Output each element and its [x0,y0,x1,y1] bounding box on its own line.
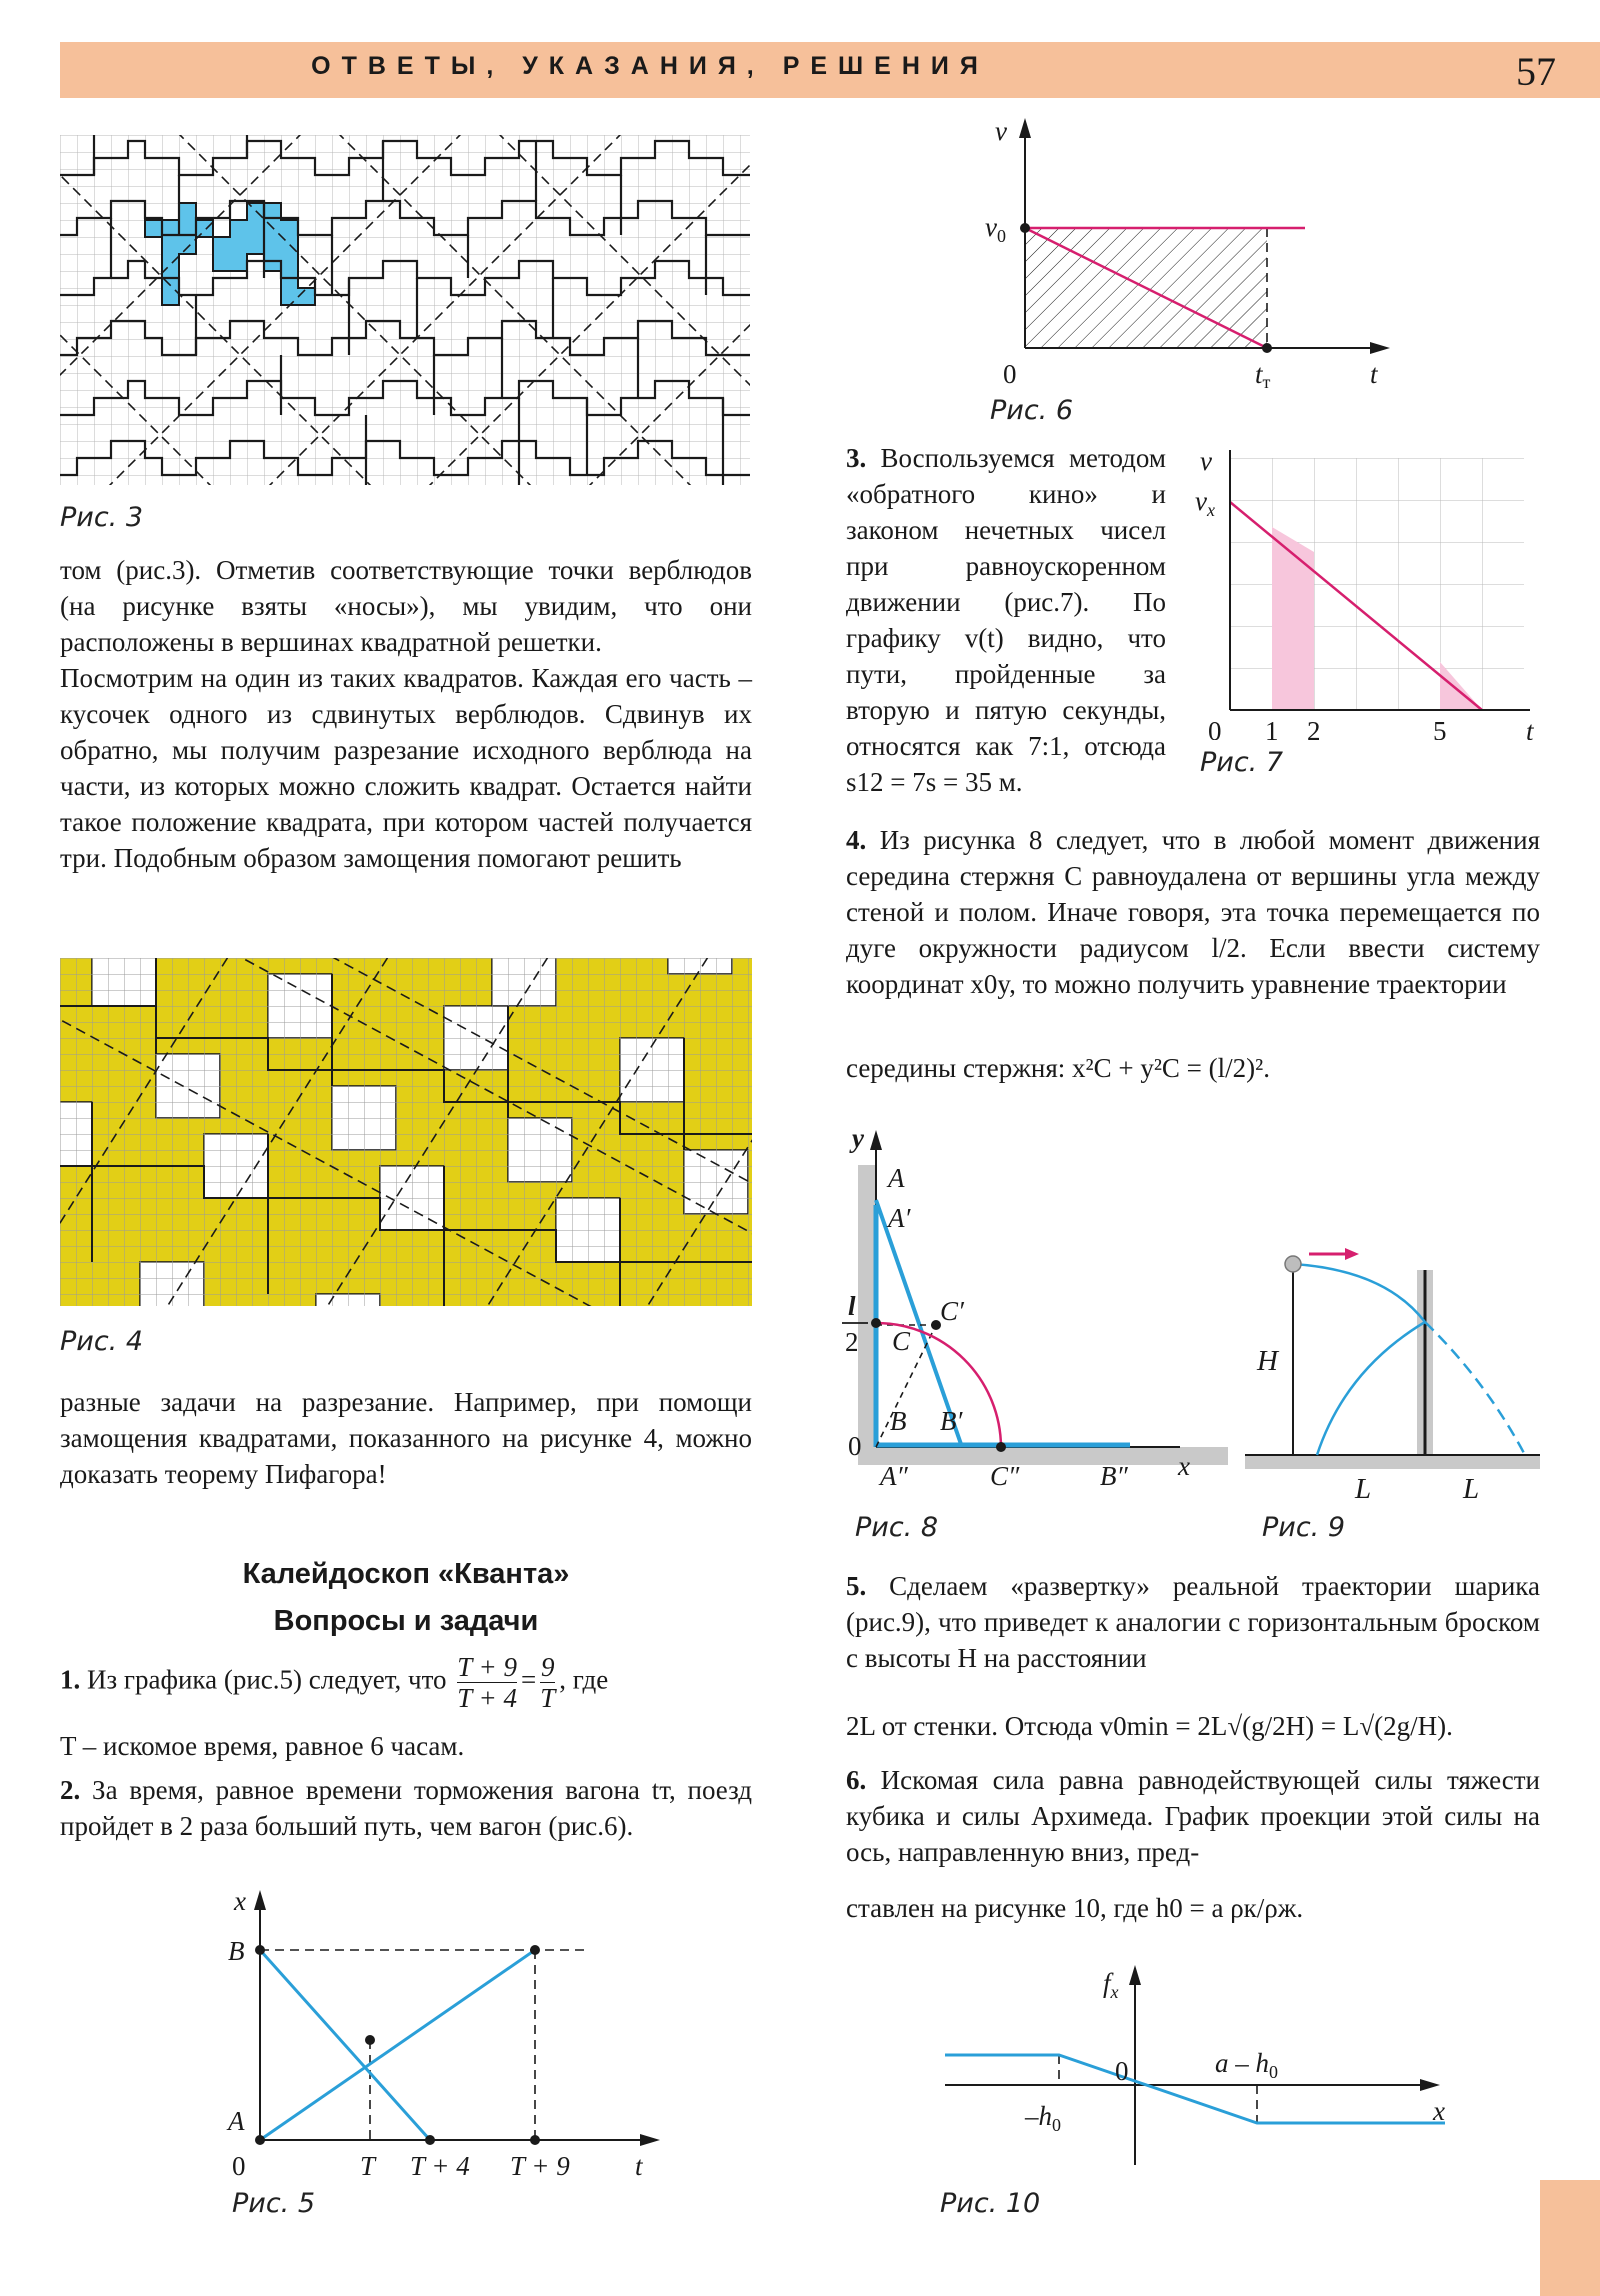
label-b: B [228,1936,245,1966]
figure-3-caption: Рис. 3 [60,502,144,533]
paragraph-camel-points: том (рис.3). Отметив соответствующие точки верблюдов (на рисунке взяты «носы»), мы увидим, что они расположены в вершинах квадратной решетки. [60,555,752,657]
label-l-2: L [1463,1473,1480,1500]
question-2 [60,1772,752,1844]
paragraph-square-cut: Посмотрим на один из таких квадратов. Каждая его часть – кусочек одного из сдвинутых верблюдов. Сдвинув их обратно, мы получим разрезание исходного верблюда на части, из которых можно сложить квадрат. Остается найти такое положение квадрата, при котором частей получается три. Подобным образом замощения помогают решить [60,663,752,873]
fraction-denominator: T [540,1683,556,1713]
question-1-number: 1. [60,1664,81,1695]
figure-8-caption: Рис. 8 [855,1512,939,1543]
label-minus-h0: $-h_0$ [1025,2101,1061,2135]
label-v0: $v_0$ [985,212,1006,246]
question-5-formula: 2L от стенки. Отсюда v0min = 2L√(g/2H) = L√(2g/H). [846,1711,1453,1741]
camel-tiling-grid [60,135,750,485]
figure-7 [1190,440,1550,745]
left-text-block-1 [60,552,752,876]
figure-10 [935,1960,1455,2175]
label-c-double: C″ [990,1461,1020,1491]
label-a: A [228,2106,245,2136]
label-a-prime: A′ [888,1203,911,1233]
label-y: y [852,1125,864,1153]
question-4-text: Из рисунка 8 следует, что в любой момент движения середина стержня C равноудалена от вершины угла между стеной и полом. Иначе говоря, эта точка перемещается по дуге окружности радиусом l/2. Если ввести систему координат x0y, то можно получить уравнение траектории [846,825,1540,999]
ground [1245,1455,1540,1469]
figure-6 [965,118,1395,393]
label-x: x [1178,1451,1190,1481]
label-b: B [890,1406,907,1436]
label-b-prime: B′ [940,1406,963,1436]
label-fx: $f_x$ [1103,1968,1119,2002]
figure-5-caption: Рис. 5 [232,2188,316,2219]
pythagoras-tiling [60,958,752,1306]
label-t-axis: t [635,2151,643,2181]
label-l: l [848,1291,856,1321]
question-1-line-2: T – искомое время, равное 6 часам. [60,1731,465,1761]
question-4-number: 4. [846,825,867,855]
label-v: v [995,118,1007,146]
question-5 [846,1568,1540,1676]
label-t-axis: t [1526,716,1534,740]
question-5-text: Сделаем «развертку» реальной траектории шарика (рис.9), что приведет к аналогии с горизонтальным броском с высоты H на расстоянии [846,1571,1541,1673]
label-zero: 0 [1208,716,1222,740]
label-b-double: B″ [1100,1461,1128,1491]
label-zero: 0 [1115,2056,1129,2086]
page-header [60,42,1600,98]
section-title: Калейдоскоп «Кванта» [242,1558,570,1590]
figure-5 [220,1890,680,2195]
label-two: 2 [845,1327,859,1357]
label-t-axis: t [1370,359,1378,388]
page-edge-tab [1540,2180,1600,2296]
label-a: A [888,1163,905,1193]
label-one: 1 [1265,716,1279,740]
question-2-text: За время, равное времени торможения вагона tт, поезд пройдет в 2 раза больший путь, чем вагон (рис.6). [60,1775,753,1841]
figure-3 [60,135,750,490]
question-4-formula: середины стержня: x²C + y²C = (l/2)². [846,1053,1270,1083]
label-a-minus-h0: a – $h_0$ [1215,2048,1278,2082]
question-3-number: 3. [846,443,867,473]
question-5-number: 5. [846,1571,867,1601]
ball-trajectory-diagram [1245,1240,1540,1500]
question-4 [846,822,1540,1002]
figure-6-caption: Рис. 6 [990,395,1074,426]
ball [1285,1256,1301,1272]
question-1-tail: , где [559,1664,609,1695]
label-c-prime: C′ [940,1296,964,1326]
label-x: x [1433,2096,1445,2126]
label-zero: 0 [1003,359,1017,388]
wagon-line [260,1950,535,2140]
question-1-fraction-2 [540,1652,555,1713]
question-2-number: 2. [60,1775,81,1805]
label-t-tick: T [360,2151,376,2181]
left-text-block-2 [60,1384,752,1492]
page-number: 57 [1516,49,1556,94]
wall [858,1165,876,1465]
question-6-formula: ставлен на рисунке 10, где h0 = a ρк/ρж. [846,1893,1304,1923]
question-6-text: Искомая сила равна равнодействующей силы тяжести кубика и силы Архимеда. График проекции этой силы на ось, направленную вниз, пред- [846,1765,1541,1867]
label-two: 2 [1307,716,1321,740]
train-line [260,1950,430,2140]
sliding-rod-diagram [840,1125,1240,1495]
label-vx: $v_x$ [1195,486,1215,520]
label-tt: tт [1255,359,1271,388]
fraction-numerator: T + 9 [457,1652,518,1682]
figure-4 [60,958,752,1311]
real-trajectory-part1 [1293,1264,1425,1322]
fraction-denominator: T + 4 [457,1683,518,1713]
figure-4-caption: Рис. 4 [60,1326,144,1357]
label-h: H [1257,1345,1278,1377]
figure-9-caption: Рис. 9 [1262,1512,1346,1543]
graph-vx-vs-t [1190,440,1550,740]
real-trajectory-part2 [1317,1322,1425,1455]
question-3-text: Воспользуемся методом «обратного кино» и законом нечетных чисел при равноускоренном движении (рис.7). По графику v(t) видно, что пути, пройденные за вторую и пятую секунды, относятся как 7:1, отсюда s12 = 7s = 35 м. [846,443,1166,797]
label-zero: 0 [232,2151,246,2181]
label-a-double: A″ [880,1461,908,1491]
question-6 [846,1762,1540,1870]
label-c: C [892,1326,911,1356]
fraction-numerator: 9 [541,1652,555,1682]
header-title: ОТВЕТЫ, УКАЗАНИЯ, РЕШЕНИЯ [311,52,989,80]
label-t4-tick: T + 4 [410,2151,470,2181]
figure-7-caption: Рис. 7 [1200,747,1284,778]
graph-x-vs-t [220,1890,680,2190]
question-1 [60,1652,752,1713]
label-v: v [1200,446,1212,476]
label-zero: 0 [848,1431,862,1461]
label-l-1: L [1355,1473,1372,1500]
question-3 [846,440,1166,800]
label-five: 5 [1433,716,1447,740]
graph-v-vs-t [965,118,1395,388]
label-x: x [234,1890,246,1916]
question-1-text: Из графика (рис.5) следует, что [87,1664,447,1695]
force-projection-line [945,2055,1445,2123]
figure-9 [1245,1240,1540,1505]
question-1-fraction-1 [457,1652,517,1713]
unfolded-trajectory [1425,1322,1525,1455]
section-subtitle: Вопросы и задачи [273,1605,539,1637]
label-t9-tick: T + 9 [510,2151,570,2181]
paragraph-pythagoras: разные задачи на разрезание. Например, при помощи замощения квадратами, показанного на рисунке 4, можно доказать теорему Пифагора! [60,1387,752,1489]
figure-8 [840,1125,1240,1500]
figure-10-caption: Рис. 10 [940,2188,1041,2219]
floor [858,1447,1228,1465]
question-6-number: 6. [846,1765,867,1795]
equals-sign: = [521,1664,537,1695]
force-projection-graph [935,1960,1455,2170]
